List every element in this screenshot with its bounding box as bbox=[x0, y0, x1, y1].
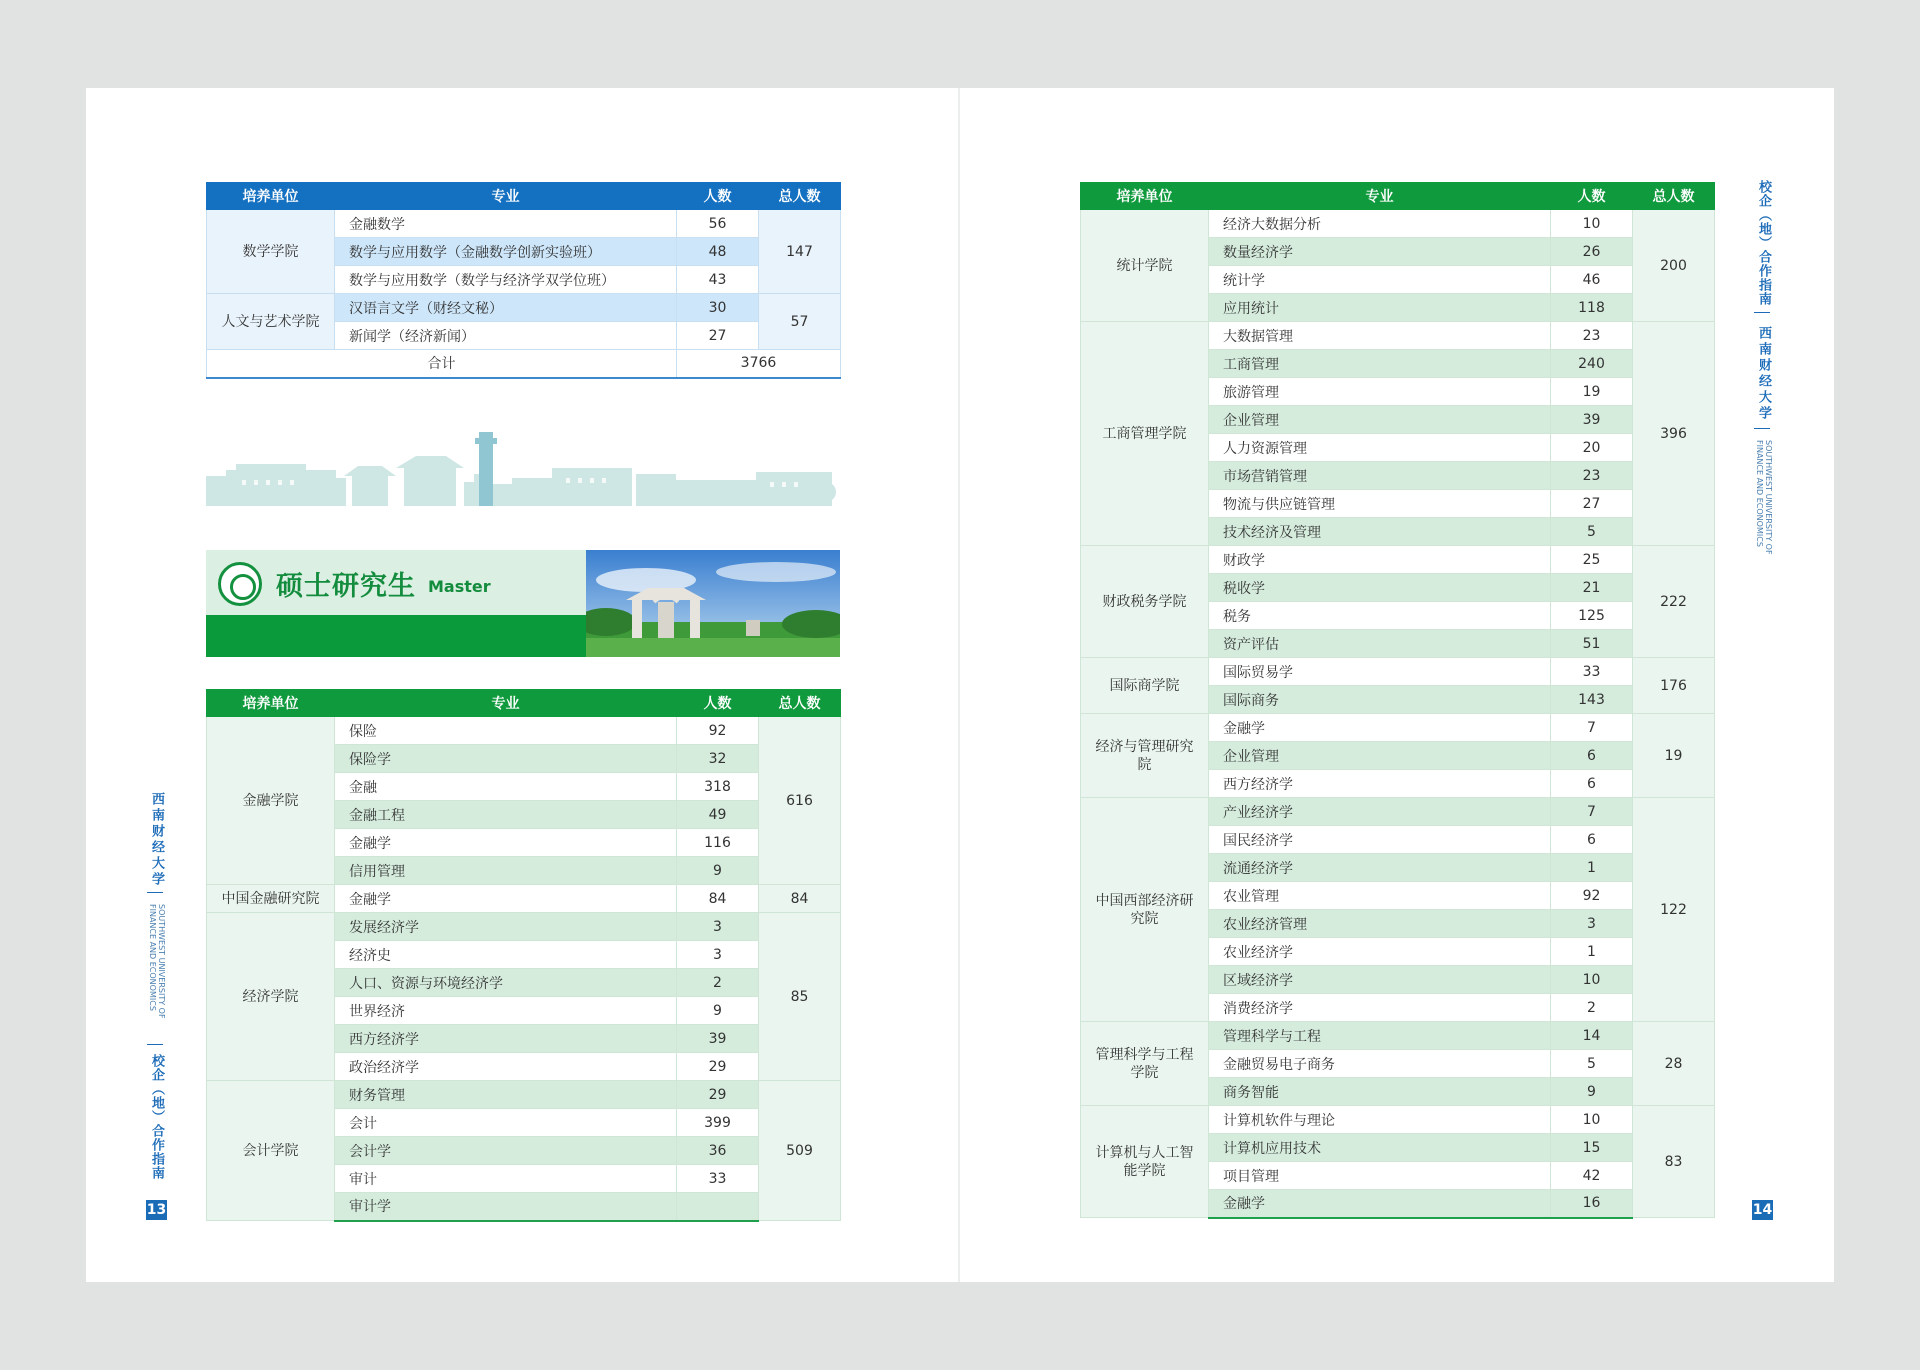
side-school-name: 西南财经大学 bbox=[1756, 326, 1771, 422]
cell-major: 旅游管理 bbox=[1209, 378, 1551, 406]
cell-unit: 管理科学与工程学院 bbox=[1081, 1022, 1209, 1106]
cell-major: 金融学 bbox=[335, 885, 677, 913]
cell-count: 23 bbox=[1551, 462, 1633, 490]
table-header-row bbox=[207, 690, 841, 717]
cell-count: 5 bbox=[1551, 1050, 1633, 1078]
cell-unit: 财政税务学院 bbox=[1081, 546, 1209, 658]
table-row bbox=[207, 717, 841, 745]
cell-unit: 国际商学院 bbox=[1081, 658, 1209, 714]
banner-bottom bbox=[206, 615, 586, 657]
cell-unit: 金融学院 bbox=[207, 717, 335, 885]
cell-major: 企业管理 bbox=[1209, 406, 1551, 434]
cell-count: 32 bbox=[677, 745, 759, 773]
cell-major: 农业经济管理 bbox=[1209, 910, 1551, 938]
cell-count: 143 bbox=[1551, 686, 1633, 714]
cell-count: 43 bbox=[677, 266, 759, 294]
campus-gate-photo bbox=[586, 550, 840, 657]
cell-count: 33 bbox=[1551, 658, 1633, 686]
cell-count: 2 bbox=[1551, 994, 1633, 1022]
cell-unit: 经济学院 bbox=[207, 913, 335, 1081]
cell-major: 区域经济学 bbox=[1209, 966, 1551, 994]
cell-major: 金融 bbox=[335, 773, 677, 801]
cell-major: 审计 bbox=[335, 1165, 677, 1193]
cell-major: 人力资源管理 bbox=[1209, 434, 1551, 462]
cell-count: 27 bbox=[677, 322, 759, 350]
cell-total: 509 bbox=[759, 1081, 841, 1221]
cell-major: 工商管理 bbox=[1209, 350, 1551, 378]
cell-count: 42 bbox=[1551, 1162, 1633, 1190]
campus-skyline-illustration bbox=[206, 432, 840, 506]
cell-major: 西方经济学 bbox=[335, 1025, 677, 1053]
banner-subtitle: Master bbox=[428, 577, 491, 596]
header-count: 人数 bbox=[1551, 183, 1633, 210]
cell-total: 200 bbox=[1633, 210, 1715, 322]
cell-count: 1 bbox=[1551, 854, 1633, 882]
cell-total: 122 bbox=[1633, 798, 1715, 1022]
cell-count: 39 bbox=[677, 1025, 759, 1053]
cell-major: 审计学 bbox=[335, 1193, 677, 1221]
cell-count: 10 bbox=[1551, 1106, 1633, 1134]
cell-major: 数量经济学 bbox=[1209, 238, 1551, 266]
cell-count: 10 bbox=[1551, 966, 1633, 994]
cell-count: 51 bbox=[1551, 630, 1633, 658]
side-english-name: SOUTHWEST UNIVERSITY OF FINANCE AND ECONOMICS bbox=[1755, 440, 1773, 555]
cell-total: 28 bbox=[1633, 1022, 1715, 1106]
sum-row bbox=[207, 350, 841, 378]
cell-total: 222 bbox=[1633, 546, 1715, 658]
cell-count: 318 bbox=[677, 773, 759, 801]
cell-count: 9 bbox=[677, 997, 759, 1025]
cell-major: 技术经济及管理 bbox=[1209, 518, 1551, 546]
cell-total: 176 bbox=[1633, 658, 1715, 714]
side-divider bbox=[1754, 428, 1770, 429]
cell-major: 汉语言文学（财经文秘） bbox=[335, 294, 677, 322]
cell-count: 26 bbox=[1551, 238, 1633, 266]
cell-major: 产业经济学 bbox=[1209, 798, 1551, 826]
cell-count: 20 bbox=[1551, 434, 1633, 462]
cell-count: 27 bbox=[1551, 490, 1633, 518]
sum-label: 合计 bbox=[207, 350, 677, 378]
header-count: 人数 bbox=[677, 183, 759, 210]
cell-count: 3 bbox=[677, 913, 759, 941]
cell-count: 9 bbox=[1551, 1078, 1633, 1106]
cell-count: 1 bbox=[1551, 938, 1633, 966]
cell-major: 人口、资源与环境经济学 bbox=[335, 969, 677, 997]
cell-total: 147 bbox=[759, 210, 841, 294]
cell-unit: 经济与管理研究院 bbox=[1081, 714, 1209, 798]
cell-total: 84 bbox=[759, 885, 841, 913]
cell-major: 西方经济学 bbox=[1209, 770, 1551, 798]
cell-count: 29 bbox=[677, 1053, 759, 1081]
cell-count: 23 bbox=[1551, 322, 1633, 350]
cell-count: 15 bbox=[1551, 1134, 1633, 1162]
cell-major: 计算机应用技术 bbox=[1209, 1134, 1551, 1162]
cell-count: 30 bbox=[677, 294, 759, 322]
cell-count: 3 bbox=[677, 941, 759, 969]
side-divider bbox=[147, 1044, 163, 1045]
cell-total: 57 bbox=[759, 294, 841, 350]
cell-major: 管理科学与工程 bbox=[1209, 1022, 1551, 1050]
header-total: 总人数 bbox=[1633, 183, 1715, 210]
cell-count: 29 bbox=[677, 1081, 759, 1109]
cell-major: 企业管理 bbox=[1209, 742, 1551, 770]
cell-count: 6 bbox=[1551, 742, 1633, 770]
cell-major: 金融贸易电子商务 bbox=[1209, 1050, 1551, 1078]
cell-count: 33 bbox=[677, 1165, 759, 1193]
cell-major: 国际贸易学 bbox=[1209, 658, 1551, 686]
cell-unit: 数学学院 bbox=[207, 210, 335, 294]
table-row bbox=[1081, 798, 1715, 826]
cell-major: 计算机软件与理论 bbox=[1209, 1106, 1551, 1134]
cell-major: 会计 bbox=[335, 1109, 677, 1137]
cell-major: 税收学 bbox=[1209, 574, 1551, 602]
master-banner bbox=[206, 550, 840, 657]
master-table-left bbox=[206, 689, 841, 1222]
cell-total: 85 bbox=[759, 913, 841, 1081]
cell-major: 金融数学 bbox=[335, 210, 677, 238]
cell-major: 世界经济 bbox=[335, 997, 677, 1025]
cell-major: 商务智能 bbox=[1209, 1078, 1551, 1106]
table-row bbox=[1081, 1022, 1715, 1050]
sum-value: 3766 bbox=[677, 350, 841, 378]
table-row bbox=[207, 294, 841, 322]
page-number: 13 bbox=[146, 1202, 167, 1218]
cell-major: 财政学 bbox=[1209, 546, 1551, 574]
side-guide-title: 校企（地）合作指南 bbox=[1756, 180, 1771, 306]
cell-major: 保险 bbox=[335, 717, 677, 745]
header-unit: 培养单位 bbox=[1081, 183, 1209, 210]
cell-major: 金融学 bbox=[1209, 1190, 1551, 1218]
header-major: 专业 bbox=[1209, 183, 1551, 210]
cell-count: 240 bbox=[1551, 350, 1633, 378]
header-unit: 培养单位 bbox=[207, 183, 335, 210]
cell-count: 48 bbox=[677, 238, 759, 266]
table-row bbox=[1081, 210, 1715, 238]
cell-major: 金融学 bbox=[335, 829, 677, 857]
cell-major: 应用统计 bbox=[1209, 294, 1551, 322]
cell-major: 发展经济学 bbox=[335, 913, 677, 941]
cell-major: 资产评估 bbox=[1209, 630, 1551, 658]
cell-count: 116 bbox=[677, 829, 759, 857]
table-header-row bbox=[1081, 183, 1715, 210]
table-row bbox=[1081, 322, 1715, 350]
cell-unit: 人文与艺术学院 bbox=[207, 294, 335, 350]
cell-major: 农业经济学 bbox=[1209, 938, 1551, 966]
cell-major: 市场营销管理 bbox=[1209, 462, 1551, 490]
table-row bbox=[1081, 714, 1715, 742]
table-row bbox=[207, 1081, 841, 1109]
page-number: 14 bbox=[1752, 1202, 1773, 1218]
cell-count: 56 bbox=[677, 210, 759, 238]
cell-count: 16 bbox=[1551, 1190, 1633, 1218]
cell-count: 118 bbox=[1551, 294, 1633, 322]
cell-count: 7 bbox=[1551, 714, 1633, 742]
cell-count: 7 bbox=[1551, 798, 1633, 826]
cell-count: 6 bbox=[1551, 770, 1633, 798]
side-divider bbox=[147, 892, 163, 893]
cell-unit: 工商管理学院 bbox=[1081, 322, 1209, 546]
cell-major: 政治经济学 bbox=[335, 1053, 677, 1081]
cell-count: 36 bbox=[677, 1137, 759, 1165]
banner-title: 硕士研究生 bbox=[276, 571, 416, 602]
header-total: 总人数 bbox=[759, 690, 841, 717]
table-row bbox=[1081, 546, 1715, 574]
cell-major: 税务 bbox=[1209, 602, 1551, 630]
side-guide-title: 校企（地）合作指南 bbox=[149, 1054, 164, 1180]
header-major: 专业 bbox=[335, 690, 677, 717]
cell-count: 49 bbox=[677, 801, 759, 829]
cell-count: 5 bbox=[1551, 518, 1633, 546]
cell-major: 财务管理 bbox=[335, 1081, 677, 1109]
cell-major: 信用管理 bbox=[335, 857, 677, 885]
cell-unit: 中国金融研究院 bbox=[207, 885, 335, 913]
cell-major: 大数据管理 bbox=[1209, 322, 1551, 350]
cell-major: 新闻学（经济新闻） bbox=[335, 322, 677, 350]
cell-count: 39 bbox=[1551, 406, 1633, 434]
cell-major: 统计学 bbox=[1209, 266, 1551, 294]
table-row bbox=[207, 210, 841, 238]
header-major: 专业 bbox=[335, 183, 677, 210]
cell-count: 14 bbox=[1551, 1022, 1633, 1050]
table-header-row bbox=[207, 183, 841, 210]
cell-count: 84 bbox=[677, 885, 759, 913]
header-count: 人数 bbox=[677, 690, 759, 717]
banner-top bbox=[206, 550, 586, 615]
cell-major: 农业管理 bbox=[1209, 882, 1551, 910]
cell-unit: 计算机与人工智能学院 bbox=[1081, 1106, 1209, 1218]
cell-total: 396 bbox=[1633, 322, 1715, 546]
cell-unit: 中国西部经济研究院 bbox=[1081, 798, 1209, 1022]
master-table-right bbox=[1080, 182, 1715, 1219]
cell-major: 经济史 bbox=[335, 941, 677, 969]
cell-count: 125 bbox=[1551, 602, 1633, 630]
cell-major: 流通经济学 bbox=[1209, 854, 1551, 882]
cell-count: 21 bbox=[1551, 574, 1633, 602]
table-row bbox=[207, 885, 841, 913]
cell-major: 金融学 bbox=[1209, 714, 1551, 742]
table-row bbox=[207, 913, 841, 941]
table-row bbox=[1081, 1106, 1715, 1134]
undergrad-table-continued bbox=[206, 182, 841, 379]
cell-major: 数学与应用数学（数学与经济学双学位班） bbox=[335, 266, 677, 294]
cell-major: 消费经济学 bbox=[1209, 994, 1551, 1022]
header-unit: 培养单位 bbox=[207, 690, 335, 717]
side-school-name: 西南财经大学 bbox=[149, 792, 164, 888]
cell-major: 国际商务 bbox=[1209, 686, 1551, 714]
cell-major: 保险学 bbox=[335, 745, 677, 773]
cell-total: 83 bbox=[1633, 1106, 1715, 1218]
cell-major: 项目管理 bbox=[1209, 1162, 1551, 1190]
university-logo-icon bbox=[218, 562, 262, 606]
header-total: 总人数 bbox=[759, 183, 841, 210]
cell-major: 物流与供应链管理 bbox=[1209, 490, 1551, 518]
cell-major: 金融工程 bbox=[335, 801, 677, 829]
cell-count: 2 bbox=[677, 969, 759, 997]
cell-major: 数学与应用数学（金融数学创新实验班） bbox=[335, 238, 677, 266]
cell-total: 19 bbox=[1633, 714, 1715, 798]
cell-major: 国民经济学 bbox=[1209, 826, 1551, 854]
cell-major: 经济大数据分析 bbox=[1209, 210, 1551, 238]
cell-total: 616 bbox=[759, 717, 841, 885]
table-row bbox=[1081, 658, 1715, 686]
page-gutter bbox=[958, 88, 960, 1282]
side-divider bbox=[1754, 312, 1770, 313]
side-english-name: SOUTHWEST UNIVERSITY OF FINANCE AND ECONOMICS bbox=[148, 904, 166, 1019]
cell-count: 9 bbox=[677, 857, 759, 885]
cell-count bbox=[677, 1193, 759, 1221]
cell-count: 3 bbox=[1551, 910, 1633, 938]
cell-count: 92 bbox=[1551, 882, 1633, 910]
cell-count: 46 bbox=[1551, 266, 1633, 294]
cell-count: 10 bbox=[1551, 210, 1633, 238]
cell-count: 19 bbox=[1551, 378, 1633, 406]
cell-major: 会计学 bbox=[335, 1137, 677, 1165]
cell-count: 399 bbox=[677, 1109, 759, 1137]
cell-unit: 会计学院 bbox=[207, 1081, 335, 1221]
cell-unit: 统计学院 bbox=[1081, 210, 1209, 322]
cell-count: 25 bbox=[1551, 546, 1633, 574]
cell-count: 6 bbox=[1551, 826, 1633, 854]
cell-count: 92 bbox=[677, 717, 759, 745]
